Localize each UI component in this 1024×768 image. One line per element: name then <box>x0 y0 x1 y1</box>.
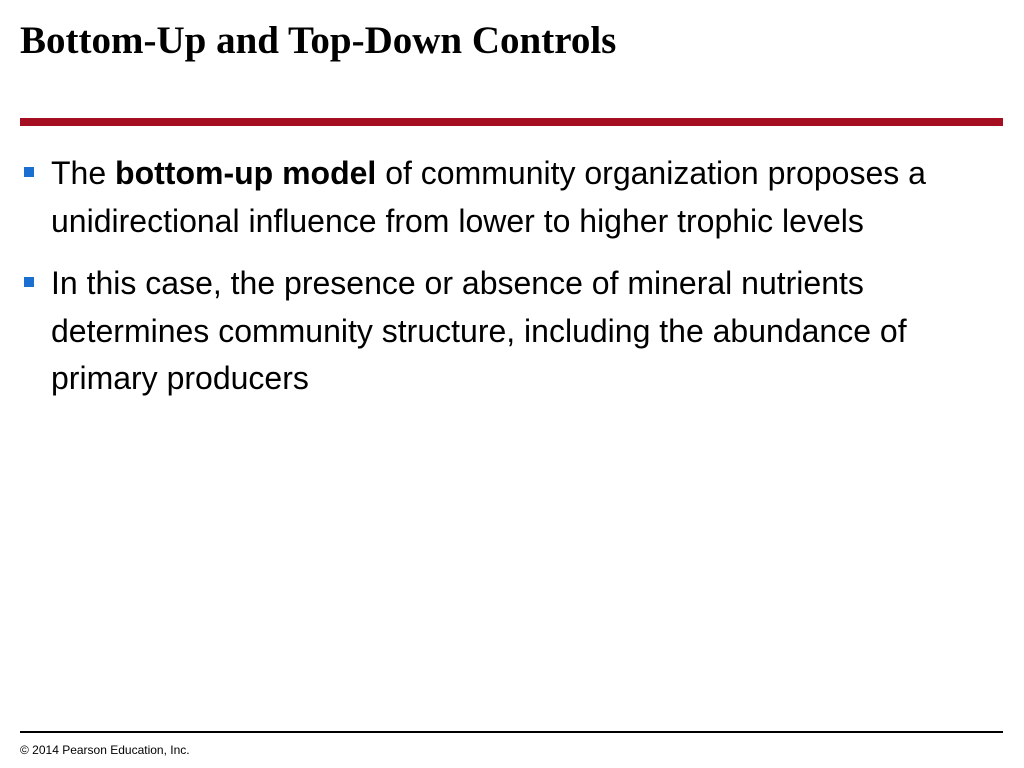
square-bullet-icon <box>24 167 34 177</box>
square-bullet-icon <box>24 277 34 287</box>
footer-divider <box>20 731 1003 733</box>
bullet-item <box>20 260 980 403</box>
title-divider <box>20 118 1003 126</box>
bullet-text-lead: In this case, the presence or absence of mineral nutrients determines community structure, including the abundance of primary producers <box>51 265 907 396</box>
bullet-text <box>51 155 926 239</box>
copyright-notice: © 2014 Pearson Education, Inc. <box>20 743 190 757</box>
slide-title: Bottom-Up and Top-Down Controls <box>20 19 617 62</box>
bullet-item <box>20 150 980 245</box>
bullet-text-emphasis: bottom-up model <box>115 155 377 191</box>
bullet-text <box>51 265 907 396</box>
bullet-list <box>20 150 980 418</box>
bullet-text-lead: The <box>51 155 116 191</box>
bullet-text-rest: of community organization proposes a unidirectional influence from lower to higher trophic levels <box>51 155 926 239</box>
